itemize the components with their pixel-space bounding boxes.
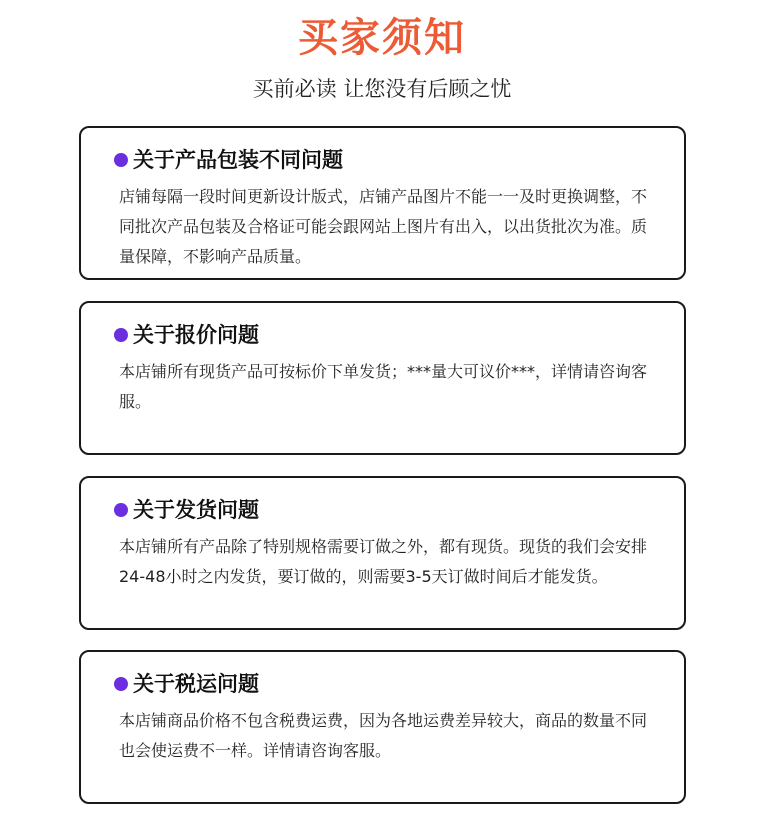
notice-card-pricing xyxy=(79,301,686,455)
page-title: 买家须知 xyxy=(298,15,466,61)
card-heading xyxy=(114,321,259,349)
bullet-dot-icon xyxy=(114,328,128,342)
card-body-text: 本店铺所有现货产品可按标价下单发货；***量大可议价***，详情请咨询客服。 xyxy=(119,362,648,411)
card-title: 关于产品包装不同问题 xyxy=(133,148,343,172)
card-heading xyxy=(114,496,259,524)
card-body-text: 本店铺所有产品除了特别规格需要订做之外，都有现货。现货的我们会安排24-48小时之内发货，要订做的，则需要3-5天订做时间后才能发货。 xyxy=(119,537,648,586)
card-body-text: 本店铺商品价格不包含税费运费，因为各地运费差异较大，商品的数量不同也会使运费不一样。详情请咨询客服。 xyxy=(119,711,648,760)
bullet-dot-icon xyxy=(114,153,128,167)
card-heading xyxy=(114,146,343,174)
card-title: 关于发货问题 xyxy=(133,498,259,522)
bullet-dot-icon xyxy=(114,677,128,691)
notice-card-tax-freight xyxy=(79,650,686,804)
notice-card-packaging xyxy=(79,126,686,280)
card-title: 关于税运问题 xyxy=(133,672,259,696)
notice-card-shipping xyxy=(79,476,686,630)
card-heading xyxy=(114,670,259,698)
page-subtitle: 买前必读 让您没有后顾之忧 xyxy=(252,77,512,101)
card-body-text: 店铺每隔一段时间更新设计版式，店铺产品图片不能一一及时更换调整，不同批次产品包装及合格证可能会跟网站上图片有出入，以出货批次为准。质量保障，不影响产品质量。 xyxy=(119,187,648,266)
bullet-dot-icon xyxy=(114,503,128,517)
card-title: 关于报价问题 xyxy=(133,323,259,347)
